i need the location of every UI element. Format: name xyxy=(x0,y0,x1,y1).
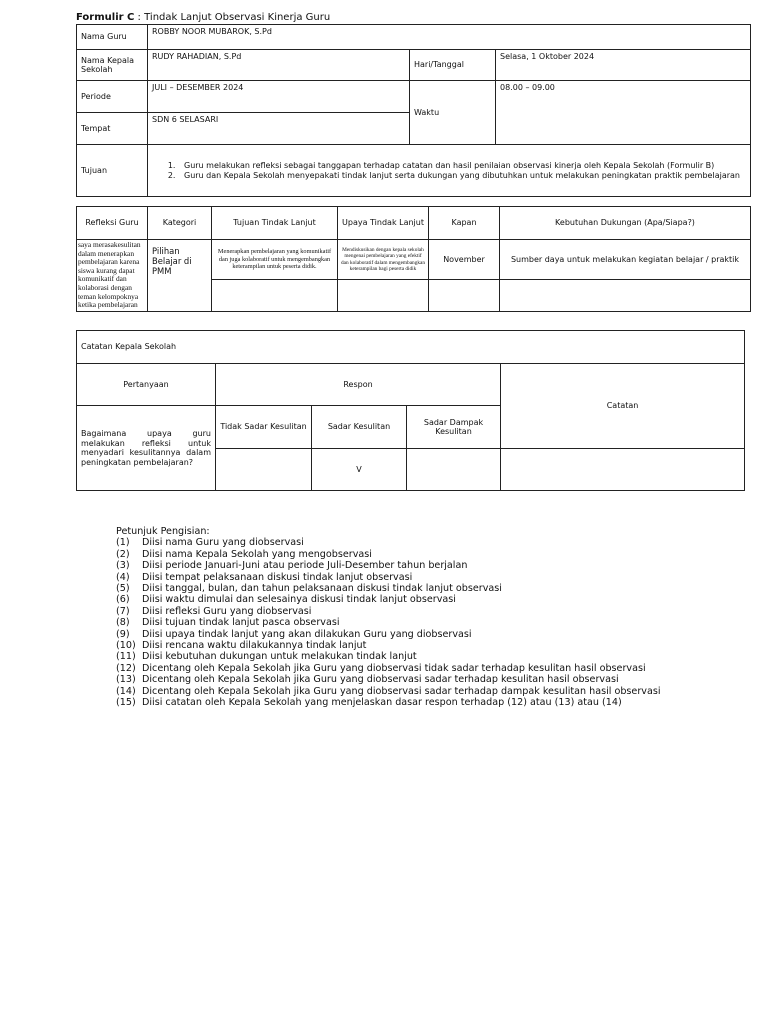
instruction-text: Diisi tempat pelaksanaan diskusi tindak lanjut observasi xyxy=(142,571,413,583)
nama-guru-value: ROBBY NOOR MUBAROK, S.Pd xyxy=(148,25,751,50)
instruction-text: Dicentang oleh Kepala Sekolah jika Guru yang diobservasi tidak sadar terhadap kesulitan hasil observasi xyxy=(142,662,646,674)
instruction-item xyxy=(116,560,661,571)
option-sadar: Sadar Kesulitan xyxy=(312,406,407,449)
instruction-item xyxy=(116,594,661,605)
nama-guru-label: Nama Guru xyxy=(77,25,148,50)
instruction-number: (12) xyxy=(116,662,136,674)
instruction-text: Diisi nama Guru yang diobservasi xyxy=(142,537,304,549)
instruction-text: Diisi catatan oleh Kepala Sekolah yang menjelaskan dasar respon terhadap (12) atau (13) atau (14) xyxy=(142,697,622,709)
periode-label: Periode xyxy=(77,81,148,113)
instruction-item xyxy=(116,663,661,674)
instruction-number: (13) xyxy=(116,674,136,686)
instruction-text: Diisi tanggal, bulan, dan tahun pelaksanaan diskusi tindak lanjut observasi xyxy=(142,583,502,595)
instruction-item xyxy=(116,537,661,548)
instruction-item xyxy=(116,606,661,617)
instruction-text: Diisi refleksi Guru yang diobservasi xyxy=(142,605,312,617)
question-cell: Bagaimana upaya guru melakukan refleksi untuk menyadari kesulitannya dalam peningkatan pembelajaran? xyxy=(77,406,216,491)
header-upaya: Upaya Tindak Lanjut xyxy=(338,207,429,240)
kapan-cell: November xyxy=(429,240,500,280)
pertanyaan-header: Pertanyaan xyxy=(77,364,216,406)
instruction-number: (2) xyxy=(116,548,130,560)
instruction-text: Dicentang oleh Kepala Sekolah jika Guru yang diobservasi sadar terhadap kesulitan hasil observasi xyxy=(142,674,619,686)
instruction-number: (3) xyxy=(116,560,130,572)
kepsek-label: Nama Kepala Sekolah xyxy=(77,50,148,81)
instruction-item xyxy=(116,549,661,560)
instruction-item xyxy=(116,651,661,662)
refleksi-cell: saya merasakesulitan dalam menerapkan pembelajaran karena siswa kurang dapat komunikatif dan kolaborasi dengan teman kelompoknya ketika pembelajaran xyxy=(77,240,148,312)
instruction-item xyxy=(116,686,661,697)
instructions xyxy=(116,526,661,709)
periode-value: JULI – DESEMBER 2024 xyxy=(148,81,410,113)
form-code: Formulir C xyxy=(76,12,135,23)
instruction-item xyxy=(116,697,661,708)
header-kategori: Kategori xyxy=(148,207,212,240)
instruction-number: (8) xyxy=(116,617,130,629)
header-tujuan: Tujuan Tindak Lanjut xyxy=(212,207,338,240)
kategori-cell: Pilihan Belajar di PMM xyxy=(148,240,212,312)
instruction-number: (9) xyxy=(116,628,130,640)
instruction-number: (1) xyxy=(116,537,130,549)
plan-table xyxy=(76,206,751,312)
header-kebutuhan: Kebutuhan Dukungan (Apa/Siapa?) xyxy=(500,207,751,240)
instruction-item xyxy=(116,629,661,640)
instruction-item xyxy=(116,583,661,594)
instruction-text: Diisi nama Kepala Sekolah yang mengobservasi xyxy=(142,548,372,560)
instruction-number: (7) xyxy=(116,605,130,617)
header-kapan: Kapan xyxy=(429,207,500,240)
tujuan-item: 1. Guru melakukan refleksi sebagai tanggapan terhadap catatan dan hasil penilaian observasi kinerja oleh Kepala Sekolah (Formulir B) xyxy=(178,161,746,171)
tujuan-cell xyxy=(148,145,751,197)
instruction-item xyxy=(116,572,661,583)
instruction-number: (15) xyxy=(116,697,136,709)
empty-cell xyxy=(338,280,429,312)
form-title xyxy=(76,12,330,23)
waktu-label: Waktu xyxy=(410,81,496,145)
tujuan-label: Tujuan xyxy=(77,145,148,197)
instruction-item xyxy=(116,640,661,651)
instruction-text: Diisi periode Januari-Juni atau periode Juli-Desember tahun berjalan xyxy=(142,560,468,572)
catatan-header: Catatan xyxy=(501,364,745,449)
empty-cell xyxy=(429,280,500,312)
instruction-text: Diisi waktu dimulai dan selesainya diskusi tindak lanjut observasi xyxy=(142,594,456,606)
instruction-number: (11) xyxy=(116,651,136,663)
instruction-number: (10) xyxy=(116,640,136,652)
instruction-text: Diisi tujuan tindak lanjut pasca observasi xyxy=(142,617,340,629)
upaya-cell: Mendiskusikan dengan kepala sekolah mengenai pembelajaran yang efektif dan kolaboratif dalam mengembangkan keterampilan bagi peserta didik xyxy=(338,240,429,280)
catatan-notes-cell[interactable] xyxy=(501,449,745,491)
instruction-item xyxy=(116,617,661,628)
form-name: Tindak Lanjut Observasi Kinerja Guru xyxy=(144,12,331,23)
instruction-number: (5) xyxy=(116,583,130,595)
tujuan-list xyxy=(152,161,746,180)
instruction-text: Dicentang oleh Kepala Sekolah jika Guru yang diobservasi sadar terhadap dampak kesulitan hasil observasi xyxy=(142,685,661,697)
hari-label: Hari/Tanggal xyxy=(410,50,496,81)
catatan-title: Catatan Kepala Sekolah xyxy=(77,331,745,364)
respon-header: Respon xyxy=(216,364,501,406)
empty-cell xyxy=(212,280,338,312)
instruction-number: (6) xyxy=(116,594,130,606)
option-sadar-dampak: Sadar Dampak Kesulitan xyxy=(407,406,501,449)
catatan-table xyxy=(76,330,745,491)
checkbox-sadar-dampak[interactable] xyxy=(407,449,501,491)
waktu-value: 08.00 – 09.00 xyxy=(496,81,751,145)
info-table xyxy=(76,24,751,197)
checkbox-sadar[interactable]: V xyxy=(312,449,407,491)
instruction-text: Diisi rencana waktu dilakukannya tindak lanjut xyxy=(142,640,367,652)
hari-value: Selasa, 1 Oktober 2024 xyxy=(496,50,751,81)
kebutuhan-cell: Sumber daya untuk melakukan kegiatan belajar / praktik xyxy=(500,240,751,280)
instruction-number: (14) xyxy=(116,685,136,697)
instruction-text: Diisi upaya tindak lanjut yang akan dilakukan Guru yang diobservasi xyxy=(142,628,472,640)
kepsek-value: RUDY RAHADIAN, S.Pd xyxy=(148,50,410,81)
title-separator: : xyxy=(134,12,145,23)
instruction-text: Diisi kebutuhan dukungan untuk melakukan tindak lanjut xyxy=(142,651,417,663)
instruction-item xyxy=(116,674,661,685)
tempat-value: SDN 6 SELASARI xyxy=(148,113,410,145)
instruction-number: (4) xyxy=(116,571,130,583)
tujuan-cell: Menerapkan pembelajaran yang komunikatif dan juga kolaboratif untuk mengembangkan keterampilan untuk peserta didik. xyxy=(212,240,338,280)
header-refleksi: Refleksi Guru xyxy=(77,207,148,240)
option-tidak-sadar: Tidak Sadar Kesulitan xyxy=(216,406,312,449)
empty-cell xyxy=(500,280,751,312)
tempat-label: Tempat xyxy=(77,113,148,145)
tujuan-item: 2. Guru dan Kepala Sekolah menyepakati tindak lanjut serta dukungan yang dibutuhkan untuk melakukan peningkatan praktik pembelajaran xyxy=(178,171,746,181)
checkbox-tidak-sadar[interactable] xyxy=(216,449,312,491)
instructions-title: Petunjuk Pengisian: xyxy=(116,526,210,537)
